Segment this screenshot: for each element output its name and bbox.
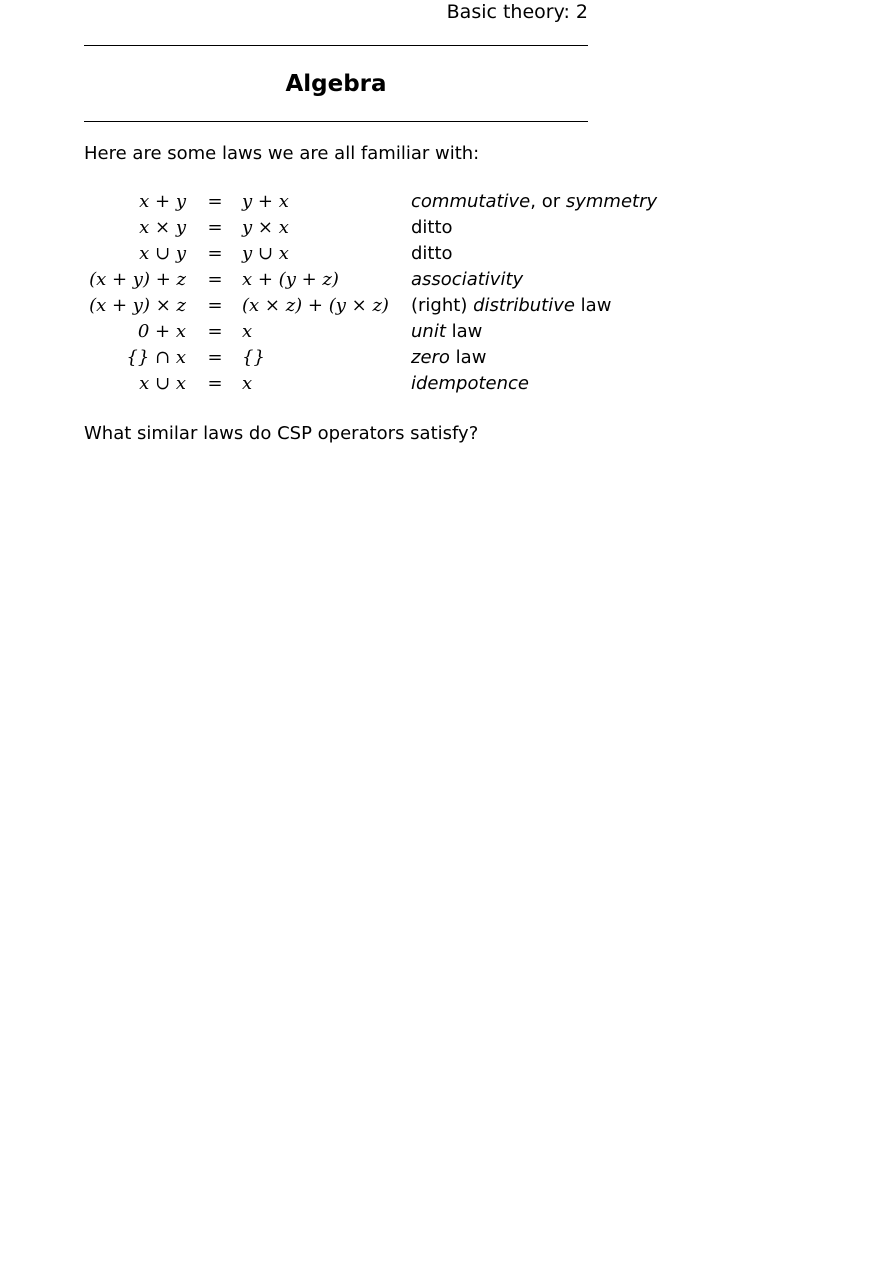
- law-row: [0, 371, 888, 397]
- law-equals: =: [207, 373, 223, 394]
- law-note-part: distributive: [473, 295, 575, 316]
- top-rule: [84, 45, 588, 46]
- law-lhs: x + y: [139, 191, 186, 212]
- law-lhs: x ∪ y: [139, 243, 186, 264]
- law-note-part: law: [445, 321, 483, 342]
- law-note-part: idempotence: [411, 373, 529, 394]
- law-equals: =: [207, 191, 223, 212]
- law-note: [411, 319, 482, 345]
- law-note-part: ditto: [411, 217, 453, 238]
- law-note: [411, 241, 453, 267]
- law-note: [411, 345, 486, 371]
- page-title: Algebra: [285, 71, 387, 97]
- law-note-part: , or: [530, 191, 566, 212]
- law-note: [411, 267, 523, 293]
- law-row: [0, 267, 888, 293]
- law-equals: =: [207, 217, 223, 238]
- law-note-part: commutative: [411, 191, 531, 212]
- law-lhs: (x + y) × z: [89, 295, 186, 316]
- law-note-part: law: [449, 347, 487, 368]
- law-note-part: unit: [411, 321, 446, 342]
- law-note-part: law: [574, 295, 612, 316]
- law-equals: =: [207, 347, 223, 368]
- law-rhs: y × x: [242, 217, 289, 238]
- law-lhs: {} ∩ x: [126, 347, 186, 368]
- law-rhs: x + (y + z): [242, 269, 339, 290]
- law-equals: =: [207, 321, 223, 342]
- law-note: [411, 215, 453, 241]
- law-lhs: x ∪ x: [139, 373, 186, 394]
- intro-text: Here are some laws we are all familiar with:: [84, 143, 480, 164]
- law-equals: =: [207, 243, 223, 264]
- law-note-part: (right): [411, 295, 474, 316]
- law-row: [0, 215, 888, 241]
- law-note-part: ditto: [411, 243, 453, 264]
- law-lhs: x × y: [139, 217, 186, 238]
- law-row: [0, 189, 888, 215]
- law-note: [411, 189, 657, 215]
- law-row: [0, 345, 888, 371]
- law-row: [0, 293, 888, 319]
- law-equals: =: [207, 295, 223, 316]
- law-rhs: y ∪ x: [242, 243, 289, 264]
- law-lhs: 0 + x: [137, 321, 186, 342]
- law-row: [0, 241, 888, 267]
- page-header: Basic theory: 2: [446, 1, 588, 23]
- bottom-rule: [84, 121, 588, 122]
- law-note: [411, 293, 611, 319]
- law-note: [411, 371, 529, 397]
- question-text: What similar laws do CSP operators satisfy?: [84, 423, 479, 444]
- law-rhs: x: [242, 373, 253, 394]
- law-lhs: (x + y) + z: [89, 269, 186, 290]
- law-rhs: x: [242, 321, 253, 342]
- law-note-part: symmetry: [565, 191, 658, 212]
- law-rhs: y + x: [242, 191, 289, 212]
- law-note-part: associativity: [411, 269, 524, 290]
- law-rhs: (x × z) + (y × z): [242, 295, 389, 316]
- law-equals: =: [207, 269, 223, 290]
- law-note-part: zero: [411, 347, 450, 368]
- law-row: [0, 319, 888, 345]
- law-rhs: {}: [242, 347, 265, 368]
